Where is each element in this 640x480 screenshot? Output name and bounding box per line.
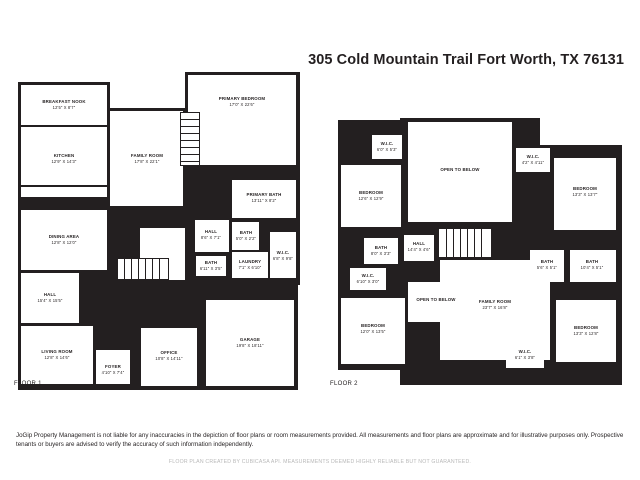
stairs-lower [117, 258, 169, 280]
room-label: LIVING ROOM 12'8" X 14'6" [41, 348, 73, 361]
room-primary-bedroom [188, 75, 296, 165]
room-label: BATH 10'4" X 5'1" [580, 258, 604, 271]
room-label: PRIMARY BEDROOM 17'0" X 22'6" [218, 95, 266, 108]
room-label: BEDROOM 12'0" X 13'5" [360, 322, 386, 335]
room-kitchen-extension [21, 187, 107, 197]
room-label: OPEN TO BELOW [440, 166, 480, 172]
room-label: W.I.C. 6'10" X 3'0" [356, 272, 380, 285]
room-label: HALL 8'6" X 7'1" [200, 228, 222, 241]
room-label: BREAKFAST NOOK 12'5" X 8'7" [42, 98, 86, 111]
room-label: PRIMARY BATH 13'11" X 8'2" [246, 191, 282, 204]
room-label: LAUNDRY 7'1" X 6'10" [238, 258, 262, 271]
room-label: BATH 8'0" X 3'3" [370, 244, 392, 257]
room-label: FAMILY ROOM 17'8" X 22'1" [130, 152, 164, 165]
room-label: BEDROOM 13'3" X 12'8" [573, 324, 599, 337]
floor-plan-floor-1 [10, 60, 310, 390]
floor-2-label: FLOOR 2 [330, 381, 358, 387]
room-label: OFFICE 10'8" X 14'11" [155, 349, 183, 362]
room-label: W.I.C. 6'8" X 9'8" [272, 249, 294, 262]
room-label: KITCHEN 12'9" X 14'3" [51, 152, 77, 165]
room-label: BATH 5'0" X 2'2" [235, 229, 257, 242]
credit-text: FLOOR PLAN CREATED BY CUBICASA API. MEASUREMENTS DEEMED HIGHLY RELIABLE BUT NOT GUARANTEED. [168, 459, 472, 465]
disclaimer-text: JoGip Property Management is not liable for any inaccuracies in the depiction of floor plans or room measurements provided. All measurements and floor plans are approximate and for illustrative purposes only. Prospective tenants or buyers are advised to verify the accuracy of such information independently. [16, 432, 624, 448]
room-label: W.I.C. 6'1" X 3'8" [514, 348, 536, 361]
page-title: 305 Cold Mountain Trail Fort Worth, TX 76131 [308, 52, 624, 68]
stairs-floor-2 [438, 228, 492, 258]
floor-1-label: FLOOR 1 [14, 381, 42, 387]
room-label: W.I.C. 4'2" X 4'11" [521, 153, 545, 166]
room-label: HALL 15'4" X 15'5" [37, 291, 63, 304]
room-label: W.I.C. 6'0" X 5'3" [376, 140, 398, 153]
room-label: BATH 5'6" X 5'1" [536, 258, 558, 271]
room-label: HALL 14'4" X 4'6" [407, 240, 431, 253]
room-label: DINING AREA 12'8" X 12'0" [48, 233, 80, 246]
room-label: BATH 6'11" X 3'5" [199, 259, 223, 272]
room-label: FAMILY ROOM 23'7" X 16'8" [478, 298, 512, 311]
room-label: BEDROOM 12'6" X 12'9" [358, 189, 384, 202]
room-label: BEDROOM 13'3" X 13'7" [572, 185, 598, 198]
room-label: FOYER 4'10" X 7'4" [101, 363, 125, 376]
room-label: GARAGE 19'8" X 18'11" [236, 336, 264, 349]
floor-plan-floor-2 [320, 60, 632, 390]
stairs-upper [180, 112, 200, 166]
room-label: OPEN TO BELOW [416, 296, 456, 302]
